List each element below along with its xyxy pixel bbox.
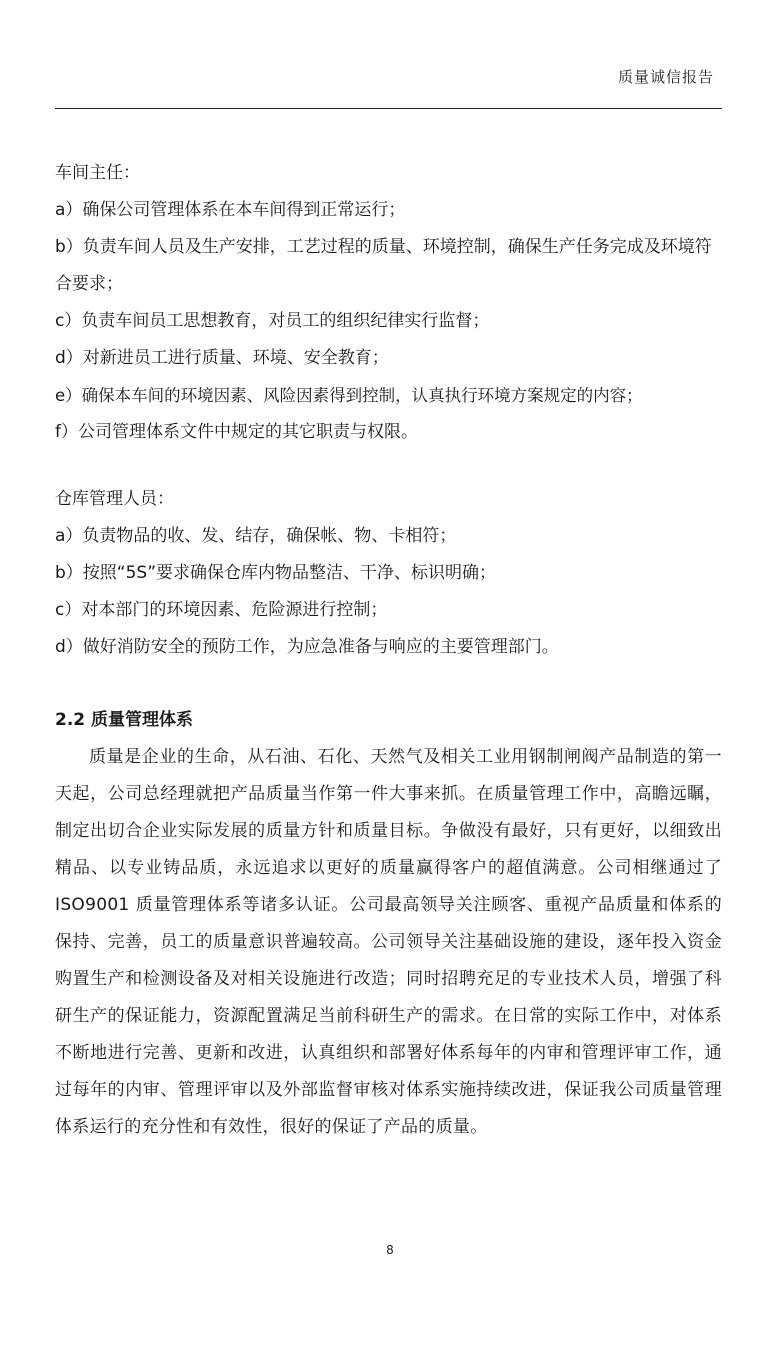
page-number: 8	[386, 1243, 394, 1257]
quality-system-paragraph: 质量是企业的生命，从石油、石化、天然气及相关工业用钢制闸阀产品制造的第一天起，公司总经理就把产品质量当作第一件大事来抓。在质量管理工作中，高瞻远瞩，制定出切合企业实际发展的质量方针和质量目标。争做没有最好，只有更好，以细致出精品、以专业铸品质，永远追求以更好的质量赢得客户的超值满意。公司相继通过了 ISO9001 质量管理体系等诸多认证。公司最高领导关注顾客、重视产品质量和体系的保持、完善，员工的质量意识普遍较高。公司领导关注基础设施的建设，逐年投入资金购置生产和检测设备及对相关设施进行改造；同时招聘充足的专业技术人员，增强了科研生产的保证能力，资源配置满足当前科研生产的需求。在日常的实际工作中，对体系不断地进行完善、更新和改进，认真组织和部署好体系每年的内审和管理评审工作，通过每年的内审、管理评审以及外部监督审核对体系实施持续改进，保证我公司质量管理体系运行的充分性和有效性，很好的保证了产品的质量。	[55, 747, 722, 1137]
workshop-director-title: 车间主任：	[55, 163, 140, 183]
workshop-item-b: b）负责车间人员及生产安排，工艺过程的质量、环境控制，确保生产任务完成及环境符合要求；	[55, 237, 712, 294]
section-spacer	[55, 451, 722, 481]
workshop-item-e: e）确保本车间的环境因素、风险因素得到控制，认真执行环境方案规定的内容；	[55, 386, 643, 405]
workshop-item-f: f）公司管理体系文件中规定的其它职责与权限。	[55, 422, 418, 442]
page-header-title: 质量诚信报告	[617, 68, 714, 86]
workshop-item-a: a）确保公司管理体系在本车间得到正常运行；	[55, 200, 406, 220]
workshop-item-c: c）负责车间员工思想教育，对员工的组织纪律实行监督；	[55, 311, 490, 331]
warehouse-staff-title: 仓库管理人员：	[55, 489, 174, 509]
workshop-item-d: d）对新进员工进行质量、环境、安全教育；	[55, 348, 389, 368]
document-body	[55, 155, 722, 1146]
header-divider	[55, 108, 722, 109]
warehouse-item-a: a）负责物品的收、发、结存，确保帐、物、卡相符；	[55, 526, 457, 546]
warehouse-item-d: d）做好消防安全的预防工作，为应急准备与响应的主要管理部门。	[55, 637, 559, 657]
section-spacer	[55, 666, 722, 702]
section-heading: 2.2 质量管理体系	[55, 710, 194, 730]
warehouse-item-b: b）按照“5S”要求确保仓库内物品整洁、干净、标识明确；	[55, 563, 497, 583]
warehouse-item-c: c）对本部门的环境因素、危险源进行控制；	[55, 600, 388, 620]
